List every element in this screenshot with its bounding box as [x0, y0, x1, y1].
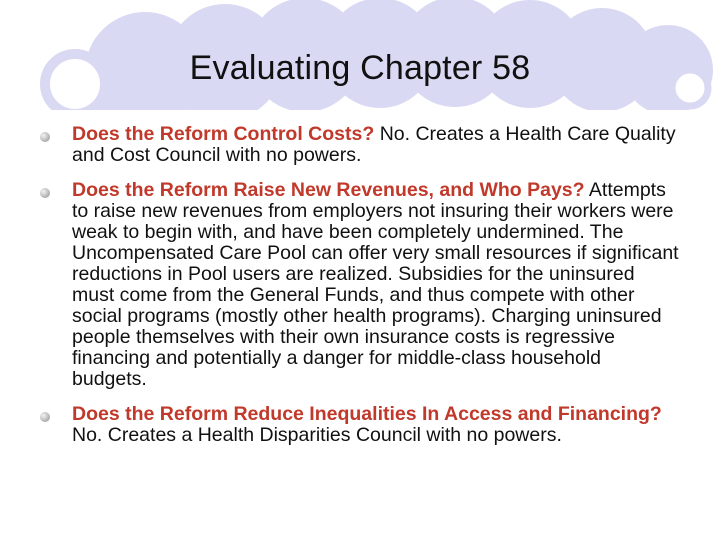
bullet-dot-icon	[40, 188, 50, 198]
bullet-item	[40, 180, 680, 390]
bullet-item	[40, 404, 680, 446]
bullet-answer: Attempts to raise new revenues from employers not insuring their workers were weak to begin with, and have been completely undermined. The Uncompensated Care Pool can offer very small resources if significant reductions in Pool users are realized. Subsidies for the uninsured must come from the General Funds, and thus compete with other social programs (mostly other health programs). Charging uninsured people themselves with their own insurance costs is regressive financing and potentially a danger for middle-class household budgets.	[72, 179, 679, 390]
bullet-answer: No. Creates a Health Disparities Council with no powers.	[72, 424, 562, 446]
bullet-text	[72, 404, 680, 446]
bullet-text	[72, 180, 680, 390]
bullet-dot-icon	[40, 132, 50, 142]
bullet-question: Does the Reform Reduce Inequalities In Access and Financing?	[72, 403, 662, 425]
bullet-text	[72, 124, 680, 166]
bullet-dot-icon	[40, 412, 50, 422]
bullet-list	[40, 124, 680, 460]
bullet-item	[40, 124, 680, 166]
bullet-question: Does the Reform Raise New Revenues, and Who Pays?	[72, 179, 585, 201]
slide-title: Evaluating Chapter 58	[189, 49, 531, 87]
bullet-answer: No. Creates a Health Care Quality and Cost Council with no powers.	[72, 123, 676, 166]
bullet-question: Does the Reform Control Costs?	[72, 123, 375, 145]
